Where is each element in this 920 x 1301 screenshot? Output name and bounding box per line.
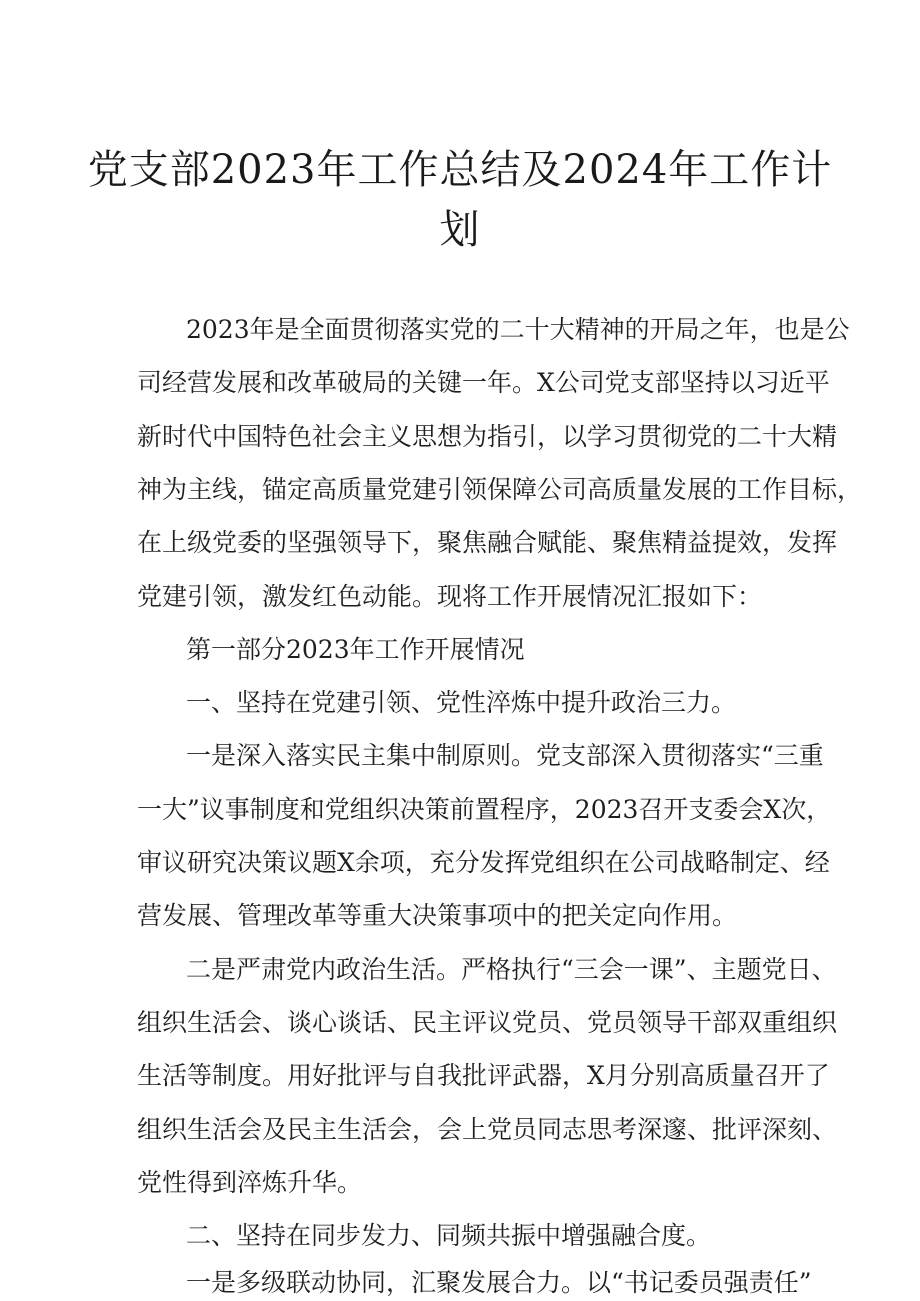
subsection-heading: 一、坚持在党建引领、党性淬炼中提升政治三力。 [186,688,737,717]
body-line: 党建引领，激发红色动能。现将工作开展情况汇报如下： [137,582,763,611]
section-heading: 第一部分2023年工作开展情况 [186,635,525,664]
body-line: 营发展、管理改革等重大决策事项中的把关定向作用。 [137,901,738,930]
body-line: 神为主线，锚定高质量党建引领保障公司高质量发展的工作目标， [137,475,863,504]
body-line: 一是深入落实民主集中制原则。党支部深入贯彻落实“三重 [186,741,824,770]
document-title-line-2: 划 [439,207,481,253]
body-line: 组织生活会、谈心谈话、民主评议党员、党员领导干部双重组织 [137,1008,838,1037]
body-line: 司经营发展和改革破局的关键一年。X公司党支部坚持以习近平 [137,368,830,397]
body-line: 一是多级联动协同，汇聚发展合力。以“书记委员强责任” [186,1268,812,1297]
body-line: 一大”议事制度和党组织决策前置程序，2023召开支委会X次， [137,795,832,824]
body-line: 生活等制度。用好批评与自我批评武器，X月分别高质量召开了 [137,1061,830,1090]
body-line: 组织生活会及民主生活会，会上党员同志思考深邃、批评深刻、 [137,1115,838,1144]
body-line: 2023年是全面贯彻落实党的二十大精神的开局之年，也是公 [186,315,850,344]
document-title-line-1: 党支部2023年工作总结及2024年工作计 [87,147,833,193]
body-line: 党性得到淬炼升华。 [137,1168,363,1197]
body-line: 审议研究决策议题X余项，充分发挥党组织在公司战略制定、经 [137,848,830,877]
subsection-heading: 二、坚持在同步发力、同频共振中增强融合度。 [186,1221,712,1250]
body-line: 二是严肃党内政治生活。严格执行“三会一课”、主题党日、 [186,955,837,984]
body-line: 新时代中国特色社会主义思想为指引，以学习贯彻党的二十大精 [137,422,838,451]
body-line: 在上级党委的坚强领导下，聚焦融合赋能、聚焦精益提效，发挥 [137,528,838,557]
